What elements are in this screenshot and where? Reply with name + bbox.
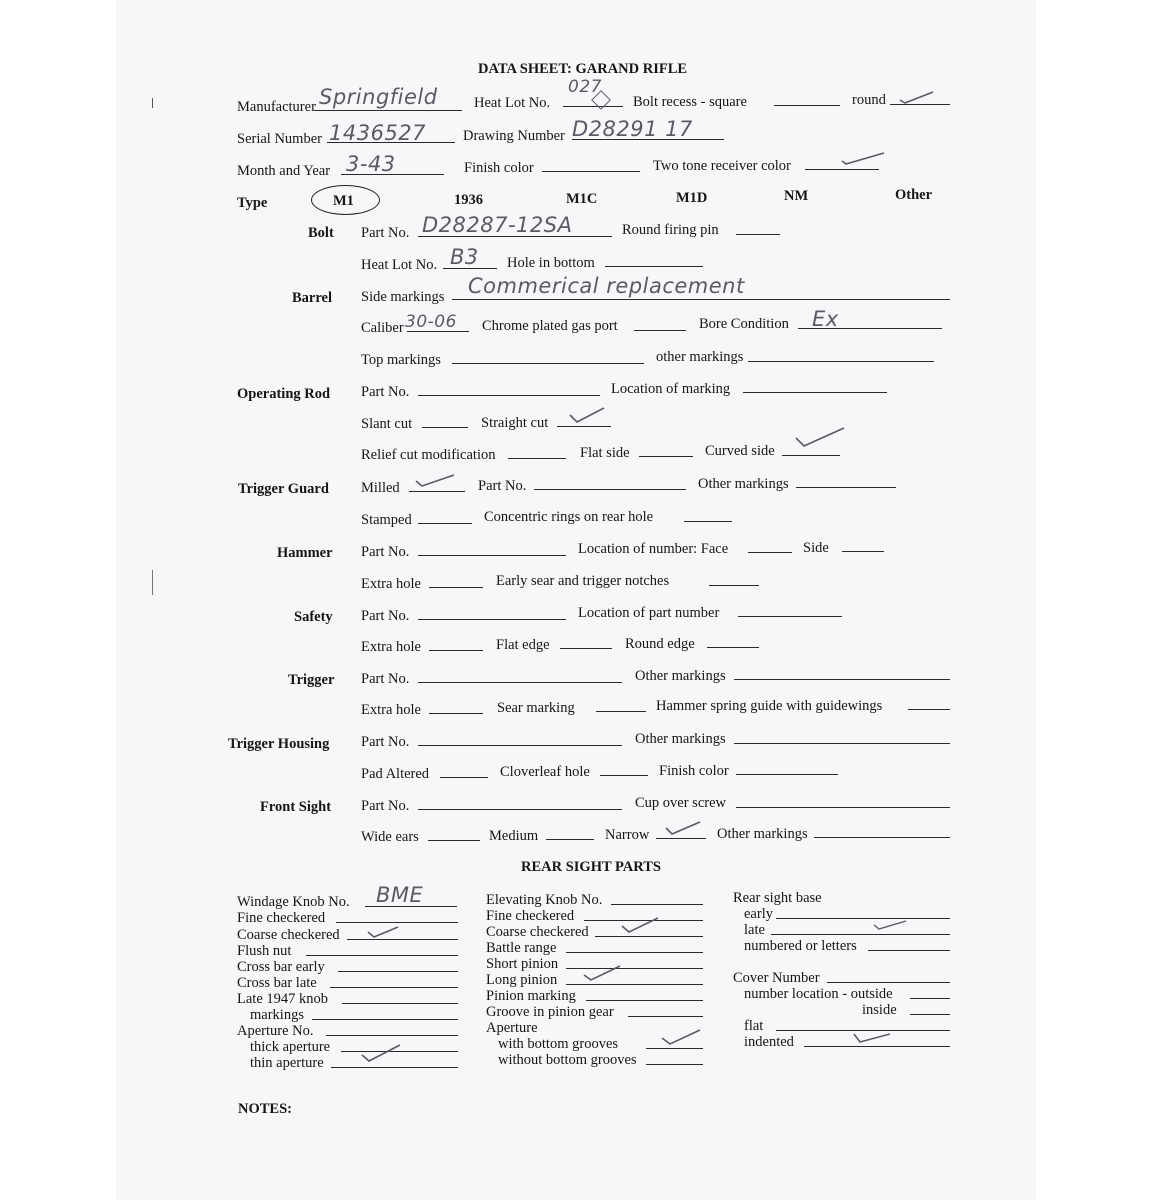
check-mark-icon [620,916,660,934]
rear-col1-thick-aperture: thick aperture [250,1039,331,1055]
rear-col3-numbered-or-letters: numbered or letters [744,938,857,954]
label-slant-cut: Slant cut [361,416,413,432]
medium-field[interactable] [546,839,594,840]
label-hammer-part-no: Part No. [361,544,410,560]
rear-col1-aperture-no: Aperture No. [237,1023,314,1039]
rear-col1-late-1947-knob: Late 1947 knob [237,991,329,1007]
label-sear-marking: Sear marking [497,700,575,716]
manufacturer-field[interactable] [314,110,462,111]
rear-col3-late-field[interactable] [771,934,950,935]
rear-col1-flush-nut-field[interactable] [306,955,458,956]
label-chrome-gas-port: Chrome plated gas port [482,318,618,334]
rear-col3-early: early [744,906,773,922]
round-edge-field[interactable] [707,647,759,648]
type-option-m1c[interactable]: M1C [566,191,598,207]
label-hammer-spring-guide: Hammer spring guide with guidewings [656,698,883,714]
label-bolt-recess-square: Bolt recess - square [633,94,747,110]
concentric-rings-field[interactable] [684,521,732,522]
serial-number-value: 1436527 [329,121,427,145]
label-oprod-part-no: Part No. [361,384,410,400]
type-option-1936[interactable]: 1936 [454,192,483,208]
label-other-markings-barrel: other markings [656,349,744,365]
sear-marking-field[interactable] [596,711,646,712]
straight-cut-field[interactable] [557,426,611,427]
label-manufacturer: Manufacturer [237,99,316,115]
rear-col2-without-bottom-grooves: without bottom grooves [498,1052,637,1068]
rear-col1-aperture-no-field[interactable] [326,1035,458,1036]
trigger-extra-hole-field[interactable] [429,713,483,714]
pad-altered-field[interactable] [440,777,488,778]
check-mark-icon [852,1030,892,1044]
rear-col2-with-bottom-grooves: with bottom grooves [498,1036,619,1052]
bolt-heat-lot-value: B3 [450,245,479,269]
heat-lot-value: 027 [568,77,602,97]
label-tg-other-markings: Other markings [698,476,789,492]
th-finish-color-field[interactable] [736,774,838,775]
check-mark-icon [872,919,908,931]
rear-col1-thin-aperture-field[interactable] [331,1067,458,1068]
rear-col3-inside: inside [862,1002,897,1018]
label-wide-ears: Wide ears [361,829,419,845]
th-part-no-field[interactable] [418,745,622,746]
check-mark-icon [898,88,936,104]
hammer-extra-hole-field[interactable] [429,587,483,588]
flat-edge-field[interactable] [560,648,612,649]
rear-col1-late-1947-knob-field[interactable] [342,1003,458,1004]
rear-col1-cross-bar-early-field[interactable] [338,971,458,972]
rear-col1-markings: markings [250,1007,304,1023]
location-side-field[interactable] [842,551,884,552]
label-narrow: Narrow [605,827,650,843]
rear-col2-short-pinion: Short pinion [486,956,559,972]
rear-col2-groove-in-pinion: Groove in pinion gear [486,1004,614,1020]
margin-mark [152,570,153,595]
hammer-spring-guide-field[interactable] [908,709,950,710]
label-heat-lot-no: Heat Lot No. [474,95,551,111]
rear-col1-cross-bar-late: Cross bar late [237,975,317,991]
rear-col2-groove-in-pinion-field[interactable] [628,1016,703,1017]
label-th-other-markings: Other markings [635,731,726,747]
early-sear-field[interactable] [709,585,759,586]
label-location-of-number-face: Location of number: Face [578,541,729,557]
label-early-sear: Early sear and trigger notches [496,573,670,589]
rear-col3-flat: flat [744,1018,764,1034]
finish-color-field[interactable] [542,171,640,172]
check-mark-icon [840,151,886,167]
rear-col2-pinion-marking-field[interactable] [586,1000,703,1001]
label-round: round [852,92,886,108]
curved-side-field[interactable] [782,455,840,456]
check-mark-icon [360,1043,402,1063]
check-mark-icon [660,1028,702,1046]
label-location-of-marking: Location of marking [611,381,731,397]
section-hammer: Hammer [277,545,333,561]
month-year-value: 3-43 [346,152,396,176]
section-operating-rod: Operating Rod [237,386,331,402]
label-caliber: Caliber [361,320,404,336]
fs-part-no-field[interactable] [418,809,622,810]
rear-col3-indented-field[interactable] [804,1046,950,1047]
label-month-year: Month and Year [237,163,331,179]
label-concentric-rings: Concentric rings on rear hole [484,509,654,525]
cup-over-screw-field[interactable] [736,807,950,808]
rear-col2-battle-range: Battle range [486,940,557,956]
type-option-m1d[interactable]: M1D [676,190,708,206]
label-fs-other-markings: Other markings [717,826,808,842]
round-firing-pin-field[interactable] [736,234,780,235]
rear-col1-cross-bar-late-field[interactable] [330,987,458,988]
label-location-of-part-number: Location of part number [578,605,720,621]
barrel-side-markings-value: Commerical replacement [468,274,745,298]
type-option-m1[interactable]: M1 [333,193,354,209]
flat-side-field[interactable] [639,456,693,457]
section-bolt: Bolt [308,225,334,241]
rear-col3-numbered-field[interactable] [868,950,950,951]
wide-ears-field[interactable] [428,840,480,841]
rear-col1-flush-nut: Flush nut [237,943,292,959]
bolt-recess-square-field[interactable] [774,105,840,106]
margin-mark [152,98,153,108]
label-cloverleaf-hole: Cloverleaf hole [500,764,590,780]
rear-col2-coarse-checkered-field[interactable] [595,936,703,937]
label-pad-altered: Pad Altered [361,766,430,782]
slant-cut-field[interactable] [422,427,468,428]
rear-col3-inside-field[interactable] [910,1014,950,1015]
label-hole-in-bottom: Hole in bottom [507,255,595,271]
rear-col1-markings-field[interactable] [312,1019,458,1020]
rear-col2-without-bottom-grooves-field[interactable] [646,1064,703,1065]
rear-sight-title: REAR SIGHT PARTS [521,859,661,875]
rear-col3-late: late [744,922,765,938]
label-trigger-other-markings: Other markings [635,668,726,684]
location-face-field[interactable] [748,552,792,553]
label-serial-number: Serial Number [237,131,322,147]
rear-col3-outside-field[interactable] [910,998,950,999]
label-curved-side: Curved side [705,443,775,459]
rear-col2-long-pinion: Long pinion [486,972,558,988]
label-th-part-no: Part No. [361,734,410,750]
label-drawing-number: Drawing Number [463,128,565,144]
label-trigger-extra-hole: Extra hole [361,702,421,718]
section-trigger-housing: Trigger Housing [228,736,330,752]
manufacturer-value: Springfield [319,85,438,109]
rear-col2-elevating-knob-field[interactable] [611,904,703,905]
label-round-firing-pin: Round firing pin [622,222,719,238]
cloverleaf-hole-field[interactable] [600,775,648,776]
rear-col2-elevating-knob: Elevating Knob No. [486,892,603,908]
rear-col1-coarse-checkered: Coarse checkered [237,927,340,943]
label-milled: Milled [361,480,400,496]
rear-col1-fine-checkered: Fine checkered [237,910,326,926]
check-mark-icon [366,924,400,940]
section-safety: Safety [294,609,333,625]
heat-lot-field[interactable] [563,106,623,107]
rear-col1-windage-knob: Windage Knob No. [237,894,350,910]
label-trigger-part-no: Part No. [361,671,410,687]
drawing-number-value: D28291 17 [572,117,693,141]
caliber-value: 30-06 [405,312,457,332]
rear-col3-early-field[interactable] [776,918,950,919]
rear-col3-cover-number-field[interactable] [827,982,950,983]
check-mark-icon [794,426,846,448]
label-hammer-extra-hole: Extra hole [361,576,421,592]
label-straight-cut: Straight cut [481,415,549,431]
rear-col2-battle-range-field[interactable] [566,952,703,953]
two-tone-field[interactable] [805,169,879,170]
check-mark-icon [568,407,606,423]
stamped-field[interactable] [418,523,472,524]
label-bore-condition: Bore Condition [699,316,789,332]
milled-field[interactable] [409,491,465,492]
chrome-gas-port-field[interactable] [634,330,686,331]
rear-col1-cross-bar-early: Cross bar early [237,959,325,975]
section-trigger: Trigger [288,672,335,688]
label-type: Type [237,195,268,211]
trigger-other-markings-field[interactable] [734,679,950,680]
location-of-part-number-field[interactable] [738,616,842,617]
notes-label: NOTES: [238,1101,292,1117]
label-flat-side: Flat side [580,445,630,461]
rear-col3-rear-sight-base: Rear sight base [733,890,822,906]
label-side: Side [803,540,829,556]
check-mark-icon [664,820,702,836]
windage-knob-value: BME [376,883,424,907]
rear-col2-coarse-checkered: Coarse checkered [486,924,589,940]
label-finish-color: Finish color [464,160,534,176]
safety-extra-hole-field[interactable] [429,650,483,651]
data-sheet-page [116,0,1036,1200]
barrel-other-markings-field[interactable] [748,361,934,362]
type-option-other[interactable]: Other [895,187,933,203]
bore-condition-value: Ex [812,307,839,331]
label-relief-cut: Relief cut modification [361,447,496,463]
label-th-finish-color: Finish color [659,763,729,779]
section-barrel: Barrel [292,290,332,306]
label-bolt-heat-lot-no: Heat Lot No. [361,257,438,273]
th-other-markings-field[interactable] [734,743,950,744]
section-front-sight: Front Sight [260,799,332,815]
label-fs-part-no: Part No. [361,798,410,814]
label-bolt-part-no: Part No. [361,225,410,241]
label-tg-part-no: Part No. [478,478,527,494]
section-trigger-guard: Trigger Guard [238,481,329,497]
label-medium: Medium [489,828,539,844]
location-of-marking-field[interactable] [743,392,887,393]
narrow-field[interactable] [656,838,706,839]
rear-col3-cover-number: Cover Number [733,970,820,986]
tg-part-no-field[interactable] [534,489,686,490]
rear-col1-fine-checkered-field[interactable] [336,922,458,923]
rear-col2-pinion-marking: Pinion marking [486,988,576,1004]
check-mark-icon [414,472,456,488]
barrel-side-markings-field[interactable] [452,299,950,300]
rear-col3-indented: indented [744,1034,794,1050]
label-top-markings: Top markings [361,352,441,368]
hammer-part-no-field[interactable] [418,555,566,556]
rear-col1-thin-aperture: thin aperture [250,1055,324,1071]
sheet-title: DATA SHEET: GARAND RIFLE [478,61,688,77]
label-safety-part-no: Part No. [361,608,410,624]
rear-col2-long-pinion-field[interactable] [566,984,703,985]
label-round-edge: Round edge [625,636,695,652]
check-mark-icon [582,964,622,982]
top-markings-field[interactable] [452,363,644,364]
label-safety-extra-hole: Extra hole [361,639,421,655]
label-two-tone: Two tone receiver color [653,158,791,174]
hole-in-bottom-field[interactable] [605,266,703,267]
rear-col2-fine-checkered: Fine checkered [486,908,575,924]
label-stamped: Stamped [361,512,412,528]
round-field[interactable] [890,104,950,105]
trigger-part-no-field[interactable] [418,682,622,683]
rear-col1-coarse-checkered-field[interactable] [347,939,458,940]
bolt-part-no-value: D28287-12SA [422,213,573,237]
fs-other-markings-field[interactable] [814,837,950,838]
rear-col2-aperture: Aperture [486,1020,538,1036]
relief-cut-field[interactable] [508,458,566,459]
type-option-nm[interactable]: NM [784,188,809,204]
rear-col2-with-bottom-grooves-field[interactable] [646,1048,703,1049]
label-flat-edge: Flat edge [496,637,550,653]
safety-part-no-field[interactable] [418,619,566,620]
tg-other-markings-field[interactable] [796,487,896,488]
label-side-markings: Side markings [361,289,445,305]
label-cup-over-screw: Cup over screw [635,795,727,811]
rear-col3-number-location-outside: number location - outside [744,986,893,1002]
oprod-part-no-field[interactable] [418,395,600,396]
